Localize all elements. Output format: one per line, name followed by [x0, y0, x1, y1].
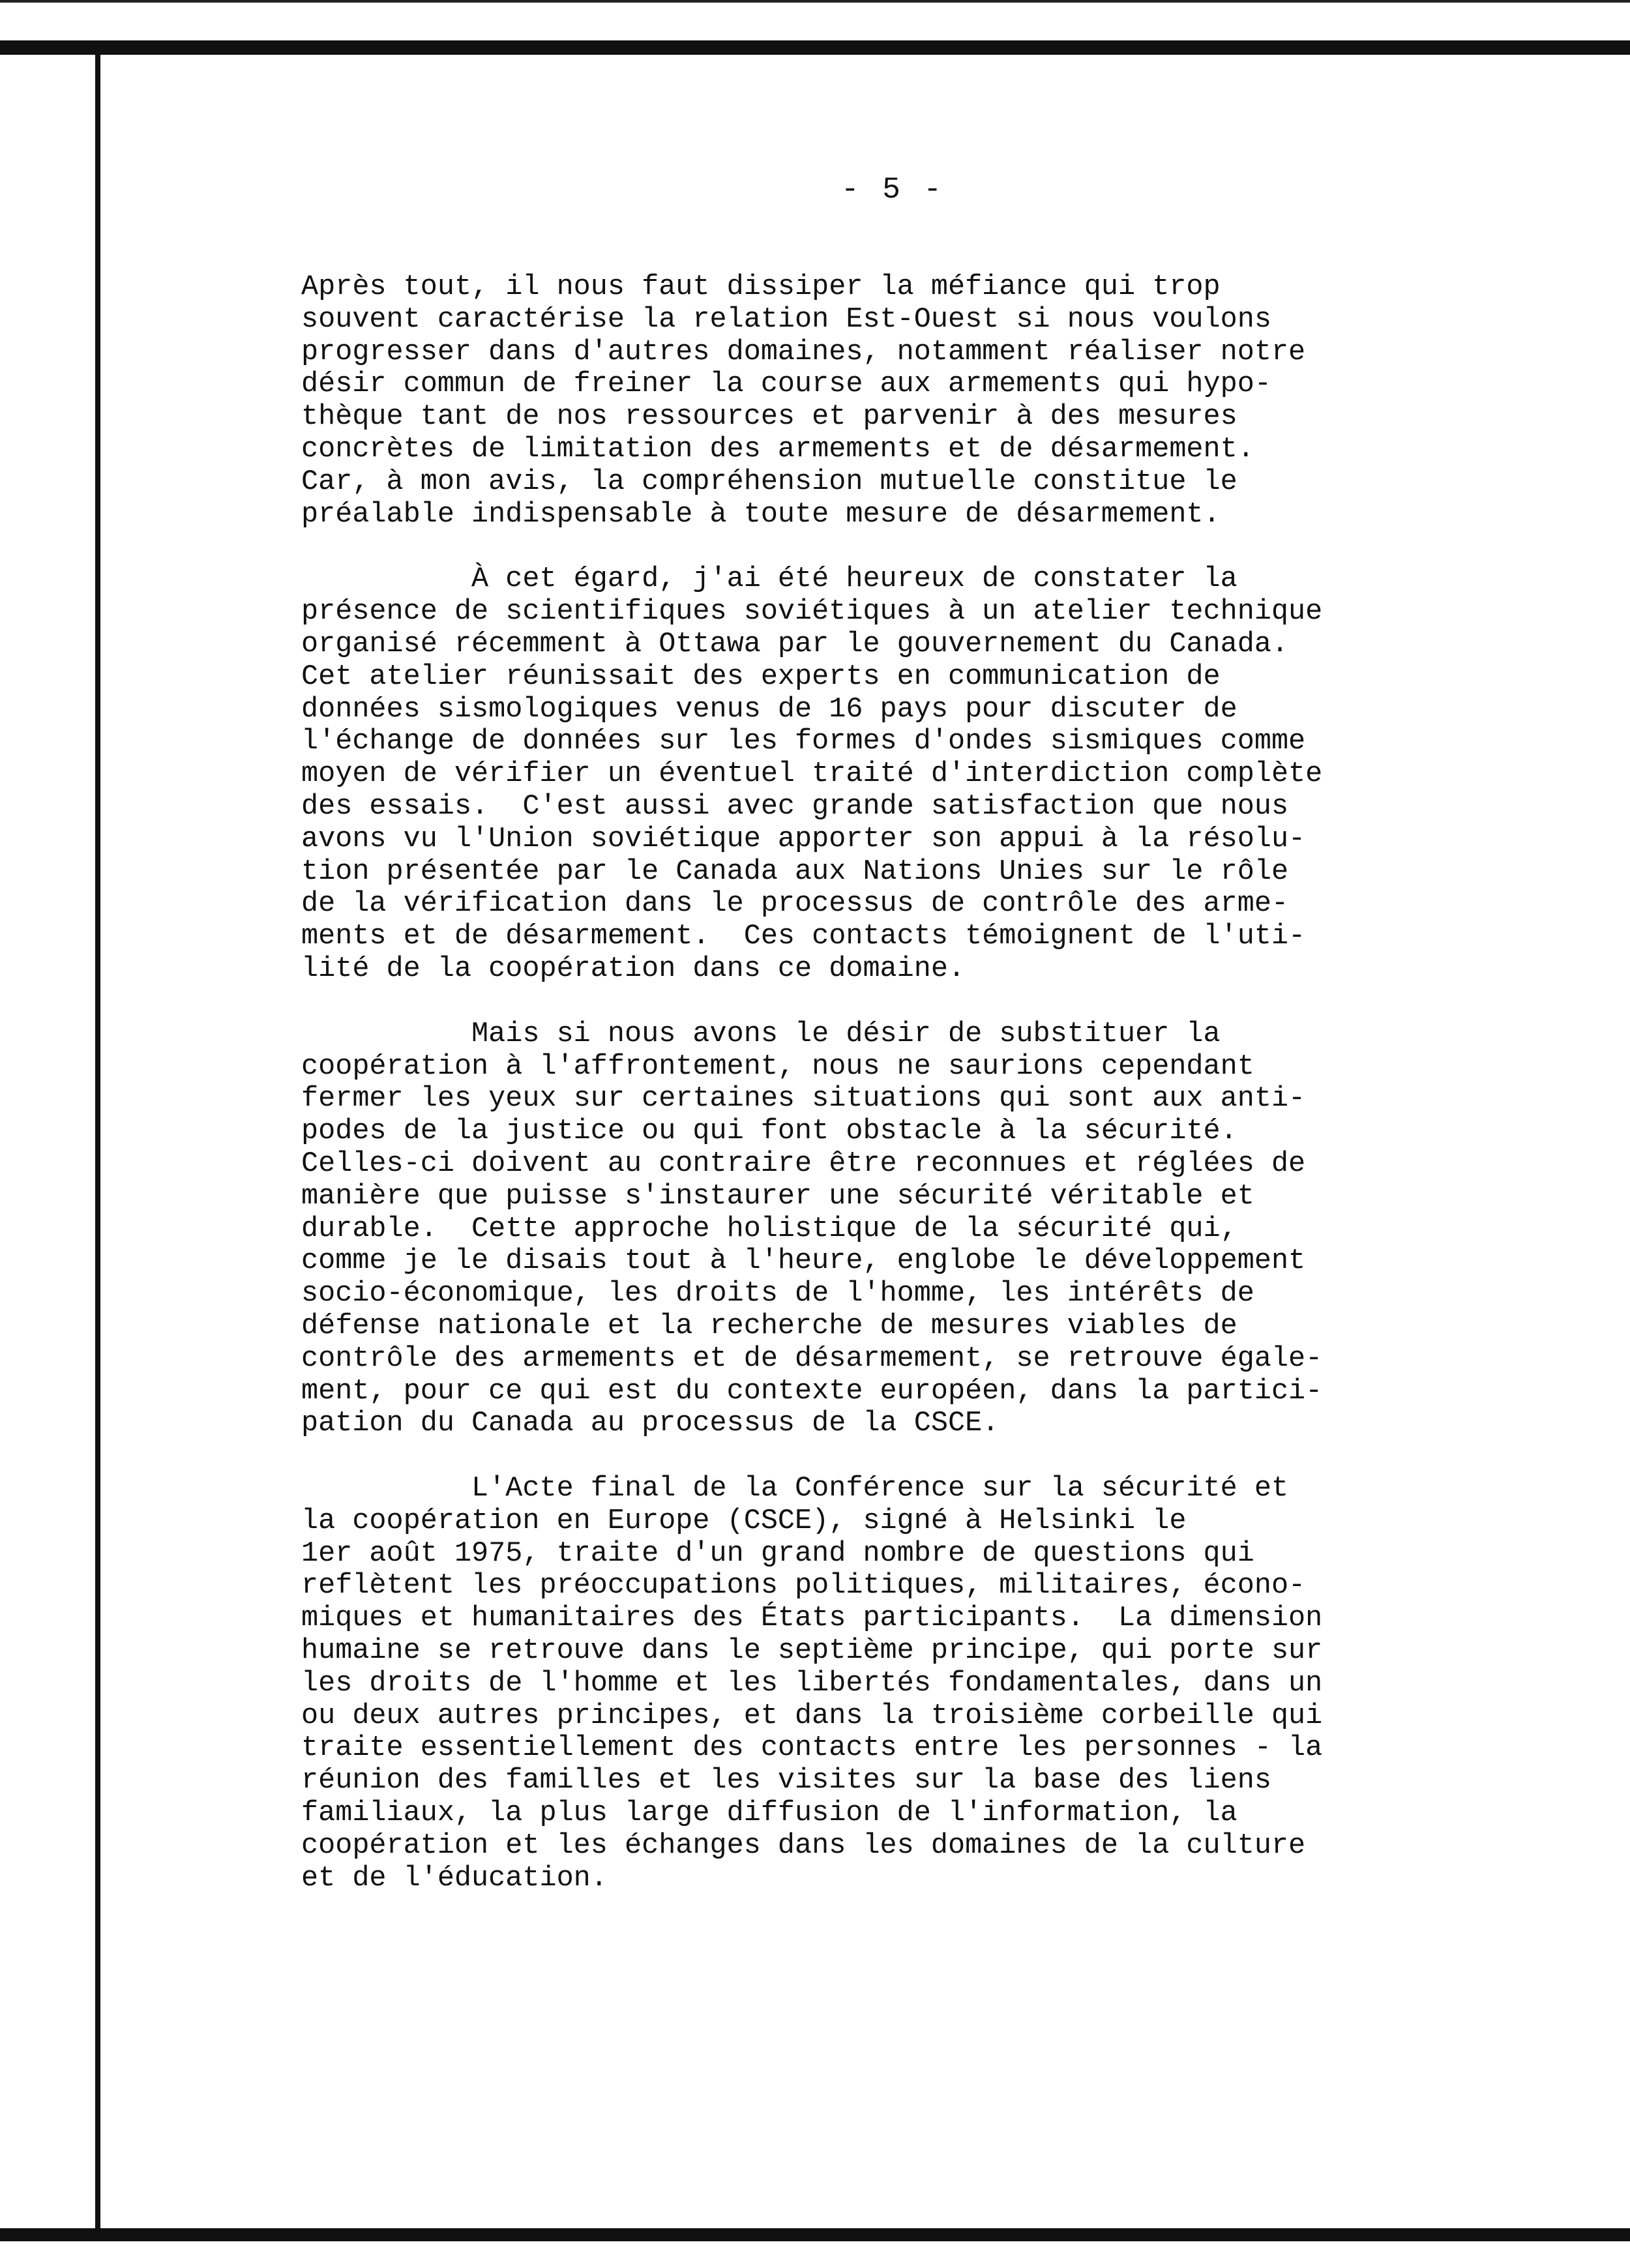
text-line: podes de la justice ou qui font obstacle à la sécurité. [301, 1115, 1237, 1148]
text-line: réunion des familles et les visites sur la base des liens [301, 1765, 1271, 1797]
text-line: Mais si nous avons le désir de substituer la [301, 1018, 1221, 1050]
text-line: défense nationale et la recherche de mesures viables de [301, 1310, 1237, 1342]
text-line: familiaux, la plus large diffusion de l'information, la [301, 1797, 1237, 1830]
text-line: humaine se retrouve dans le septième principe, qui porte sur [301, 1635, 1323, 1668]
text-line: des essais. C'est aussi avec grande satisfaction que nous [301, 790, 1289, 823]
document-body [301, 271, 1488, 1894]
paragraph-gap [301, 531, 1488, 563]
paragraph-gap [301, 1440, 1488, 1473]
left-border-rule [95, 47, 100, 2234]
text-line: reflètent les préoccupations politiques, militaires, écono- [301, 1570, 1306, 1602]
text-line: contrôle des armements et de désarmement, se retrouve égale- [301, 1342, 1323, 1375]
text-line: À cet égard, j'ai été heureux de constater la [301, 563, 1237, 596]
bottom-border-rule [0, 2228, 1630, 2241]
paragraph-4 [301, 1473, 1488, 1894]
text-line: l'échange de données sur les formes d'ondes sismiques comme [301, 726, 1306, 758]
text-line: comme je le disais tout à l'heure, englobe le développement [301, 1245, 1306, 1278]
text-line: et de l'éducation. [301, 1862, 608, 1894]
text-line: tion présentée par le Canada aux Nations Unies sur le rôle [301, 855, 1289, 888]
text-line: désir commun de freiner la course aux armements qui hypo- [301, 368, 1271, 401]
text-line: Celles-ci doivent au contraire être reconnues et réglées de [301, 1147, 1306, 1180]
paragraph-gap [301, 986, 1488, 1018]
text-line: thèque tant de nos ressources et parvenir à des mesures [301, 401, 1237, 434]
text-line: ments et de désarmement. Ces contacts témoignent de l'uti- [301, 920, 1306, 953]
text-line: concrètes de limitation des armements et de désarmement. [301, 433, 1254, 465]
paragraph-1 [301, 271, 1488, 531]
text-line: données sismologiques venus de 16 pays pour discuter de [301, 693, 1237, 726]
page-number: - 5 - [841, 173, 945, 207]
text-line: manière que puisse s'instaurer une sécurité véritable et [301, 1180, 1254, 1213]
paragraph-2 [301, 563, 1488, 985]
text-line: souvent caractérise la relation Est-Ouest si nous voulons [301, 303, 1271, 336]
text-line: de la vérification dans le processus de contrôle des arme- [301, 888, 1289, 920]
text-line: durable. Cette approche holistique de la sécurité qui, [301, 1213, 1237, 1245]
text-line: miques et humanitaires des États participants. La dimension [301, 1602, 1323, 1635]
text-line: lité de la coopération dans ce domaine. [301, 952, 966, 985]
text-line: ment, pour ce qui est du contexte européen, dans la partici- [301, 1375, 1323, 1407]
text-line: moyen de vérifier un éventuel traité d'interdiction complète [301, 758, 1323, 791]
text-line: organisé récemment à Ottawa par le gouvernement du Canada. [301, 628, 1289, 660]
text-line: progresser dans d'autres domaines, notamment réaliser notre [301, 336, 1306, 368]
text-line: fermer les yeux sur certaines situations qui sont aux anti- [301, 1083, 1306, 1115]
text-line: pation du Canada au processus de la CSCE. [301, 1407, 1000, 1440]
text-line: présence de scientifiques soviétiques à un atelier technique [301, 596, 1323, 628]
text-line: L'Acte final de la Conférence sur la sécurité et [301, 1473, 1289, 1505]
text-line: les droits de l'homme et les libertés fondamentales, dans un [301, 1667, 1323, 1700]
text-line: préalable indispensable à toute mesure de désarmement. [301, 498, 1221, 531]
text-line: coopération et les échanges dans les domaines de la culture [301, 1829, 1306, 1862]
text-line: coopération à l'affrontement, nous ne saurions cependant [301, 1050, 1254, 1083]
top-border-rule [0, 40, 1630, 55]
text-line: avons vu l'Union soviétique apporter son appui à la résolu- [301, 823, 1306, 855]
top-edge-rule [0, 0, 1630, 3]
text-line: Après tout, il nous faut dissiper la méfiance qui trop [301, 271, 1221, 303]
text-line: la coopération en Europe (CSCE), signé à Helsinki le [301, 1505, 1187, 1537]
text-line: Car, à mon avis, la compréhension mutuelle constitue le [301, 465, 1237, 498]
text-line: 1er août 1975, traite d'un grand nombre de questions qui [301, 1537, 1254, 1570]
text-line: traite essentiellement des contacts entre les personnes - la [301, 1732, 1323, 1765]
text-line: ou deux autres principes, et dans la troisième corbeille qui [301, 1700, 1323, 1732]
text-line: Cet atelier réunissait des experts en communication de [301, 660, 1221, 693]
text-line: socio-économique, les droits de l'homme, les intérêts de [301, 1278, 1254, 1310]
paragraph-3 [301, 1018, 1488, 1440]
